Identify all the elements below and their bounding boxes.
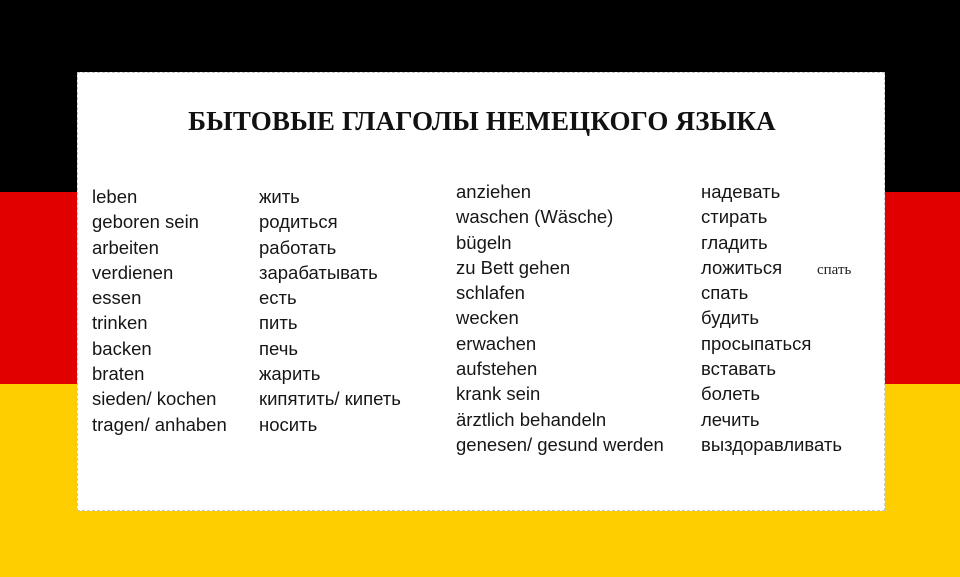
russian-translation: печь xyxy=(259,337,298,359)
russian-translation: будить xyxy=(701,307,760,329)
german-verb: anziehen xyxy=(456,181,532,202)
russian-translation: жить xyxy=(259,186,300,207)
russian-translation: болеть xyxy=(701,383,761,405)
german-verb: leben xyxy=(92,186,138,207)
russian-translation: стирать xyxy=(701,206,768,228)
german-verb: wecken xyxy=(456,307,519,329)
german-verb: essen xyxy=(92,287,142,309)
russian-translation: жарить xyxy=(259,363,321,385)
russian-translation: зарабатывать xyxy=(259,261,378,283)
russian-translation: работать xyxy=(259,236,337,258)
german-verb: sieden/ kochen xyxy=(92,388,217,410)
german-verb: trinken xyxy=(92,312,148,334)
russian-translation: спать xyxy=(701,282,749,304)
russian-translation: родиться xyxy=(259,211,338,233)
left-german-column xyxy=(92,184,227,437)
german-verb: genesen/ gesund werden xyxy=(456,433,664,455)
german-verb: bügeln xyxy=(456,231,512,253)
vocabulary-card xyxy=(77,72,885,511)
german-verb: tragen/ anhaben xyxy=(92,413,227,435)
russian-translation: ложиться xyxy=(701,256,783,278)
german-verb: verdienen xyxy=(92,261,174,283)
german-verb: schlafen xyxy=(456,282,525,304)
german-verb: zu Bett gehen xyxy=(456,256,571,278)
german-verb: ärztlich behandeln xyxy=(456,408,607,430)
russian-translation: вставать xyxy=(701,358,777,380)
german-verb: arbeiten xyxy=(92,236,159,258)
russian-translation: есть xyxy=(259,287,297,309)
card-title: БЫТОВЫЕ ГЛАГОЛЫ НЕМЕЦКОГО ЯЗЫКА xyxy=(188,106,776,136)
russian-translation: гладить xyxy=(701,231,768,253)
right-russian-column xyxy=(701,179,842,457)
german-verb: waschen (Wäsche) xyxy=(456,206,614,228)
left-russian-column xyxy=(259,184,401,437)
russian-translation: пить xyxy=(259,312,298,334)
german-verb: erwachen xyxy=(456,332,537,354)
right-german-column xyxy=(456,179,664,457)
german-verb: krank sein xyxy=(456,383,541,405)
german-verb: geboren sein xyxy=(92,211,199,233)
russian-translation: носить xyxy=(259,413,318,435)
russian-translation: лечить xyxy=(701,408,760,430)
russian-translation: просыпаться xyxy=(701,332,812,354)
russian-translation: кипятить/ кипеть xyxy=(259,388,401,410)
russian-translation: выздоравливать xyxy=(701,433,843,455)
handwritten-style-note: спать xyxy=(817,262,852,278)
german-verb: braten xyxy=(92,363,145,385)
russian-translation: надевать xyxy=(701,181,781,202)
german-verb: backen xyxy=(92,337,152,359)
german-verb: aufstehen xyxy=(456,358,538,380)
